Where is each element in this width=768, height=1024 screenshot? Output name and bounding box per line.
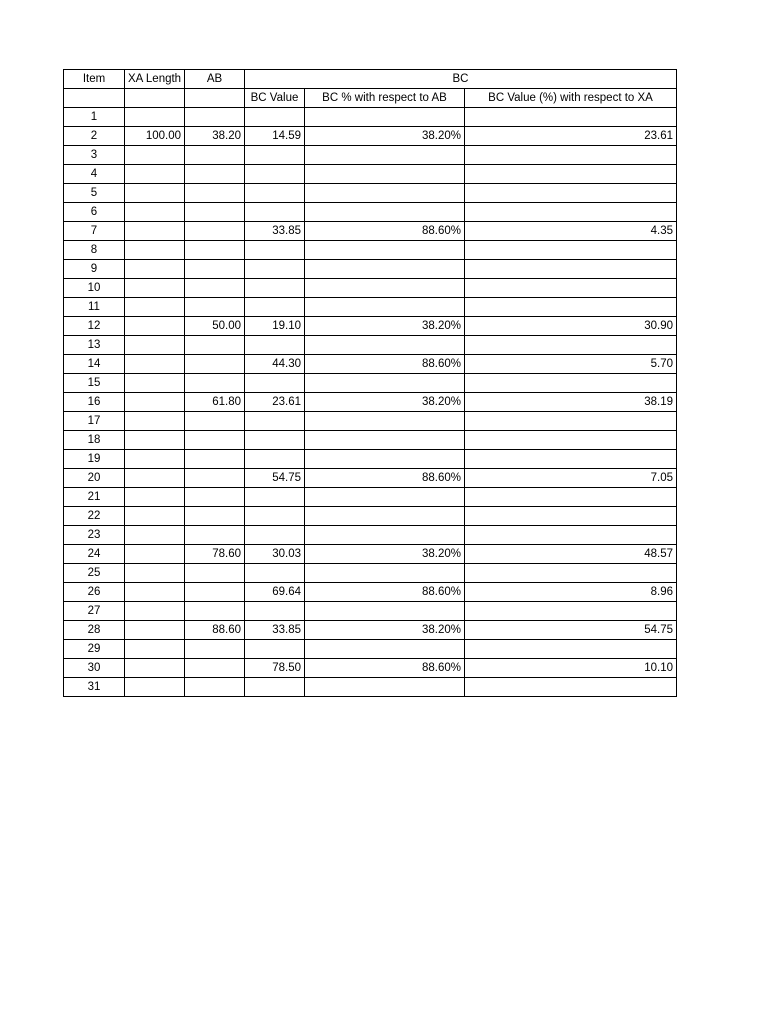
cell-item: 5: [64, 184, 125, 203]
table-row: [64, 526, 677, 545]
cell-bc-pct-ab: [305, 241, 465, 260]
cell-ab: 88.60: [185, 621, 245, 640]
cell-ab: 50.00: [185, 317, 245, 336]
cell-bc-value-pct-xa: [465, 374, 677, 393]
cell-bc-value: [245, 184, 305, 203]
cell-bc-value-pct-xa: [465, 431, 677, 450]
cell-bc-value: [245, 564, 305, 583]
cell-bc-pct-ab: [305, 412, 465, 431]
cell-item: 12: [64, 317, 125, 336]
cell-bc-value-pct-xa: [465, 203, 677, 222]
cell-ab: [185, 184, 245, 203]
cell-item: 27: [64, 602, 125, 621]
cell-xa-length: [125, 526, 185, 545]
cell-ab: [185, 374, 245, 393]
header-item: Item: [64, 70, 125, 89]
cell-bc-pct-ab: 38.20%: [305, 127, 465, 146]
header-bc: BC: [245, 70, 677, 89]
cell-bc-value-pct-xa: [465, 336, 677, 355]
cell-item: 9: [64, 260, 125, 279]
cell-bc-value: [245, 146, 305, 165]
cell-bc-value: [245, 450, 305, 469]
cell-item: 8: [64, 241, 125, 260]
cell-bc-value-pct-xa: 54.75: [465, 621, 677, 640]
cell-bc-value-pct-xa: [465, 488, 677, 507]
table-row: [64, 488, 677, 507]
cell-bc-value: 14.59: [245, 127, 305, 146]
cell-ab: [185, 469, 245, 488]
cell-bc-value: [245, 488, 305, 507]
cell-xa-length: [125, 317, 185, 336]
cell-ab: [185, 431, 245, 450]
cell-item: 24: [64, 545, 125, 564]
cell-bc-value-pct-xa: [465, 678, 677, 697]
cell-bc-pct-ab: [305, 165, 465, 184]
cell-xa-length: [125, 488, 185, 507]
cell-bc-value: [245, 203, 305, 222]
cell-item: 28: [64, 621, 125, 640]
cell-ab: [185, 412, 245, 431]
cell-bc-value-pct-xa: [465, 165, 677, 184]
cell-bc-value-pct-xa: [465, 298, 677, 317]
cell-ab: [185, 203, 245, 222]
cell-ab: [185, 602, 245, 621]
header-ab: AB: [185, 70, 245, 89]
cell-bc-value-pct-xa: [465, 279, 677, 298]
cell-bc-value: 69.64: [245, 583, 305, 602]
cell-xa-length: [125, 241, 185, 260]
cell-ab: [185, 526, 245, 545]
table-row: [64, 222, 677, 241]
header-blank: [125, 89, 185, 108]
cell-xa-length: [125, 469, 185, 488]
table-row: [64, 583, 677, 602]
cell-item: 1: [64, 108, 125, 127]
cell-xa-length: [125, 298, 185, 317]
cell-item: 17: [64, 412, 125, 431]
cell-bc-value: 78.50: [245, 659, 305, 678]
table-row: [64, 621, 677, 640]
cell-bc-value: [245, 678, 305, 697]
cell-bc-pct-ab: [305, 146, 465, 165]
cell-bc-value: 30.03: [245, 545, 305, 564]
cell-bc-pct-ab: [305, 108, 465, 127]
cell-item: 21: [64, 488, 125, 507]
cell-xa-length: [125, 507, 185, 526]
cell-bc-pct-ab: [305, 564, 465, 583]
cell-ab: [185, 279, 245, 298]
table-row: [64, 165, 677, 184]
cell-ab: [185, 507, 245, 526]
cell-xa-length: [125, 640, 185, 659]
cell-item: 30: [64, 659, 125, 678]
cell-xa-length: [125, 222, 185, 241]
cell-bc-value-pct-xa: [465, 507, 677, 526]
cell-bc-value-pct-xa: [465, 412, 677, 431]
cell-bc-value-pct-xa: 38.19: [465, 393, 677, 412]
cell-bc-pct-ab: [305, 507, 465, 526]
table-row: [64, 545, 677, 564]
cell-item: 26: [64, 583, 125, 602]
cell-bc-value-pct-xa: [465, 564, 677, 583]
cell-bc-value-pct-xa: 48.57: [465, 545, 677, 564]
table-row: [64, 108, 677, 127]
cell-bc-pct-ab: [305, 279, 465, 298]
cell-xa-length: [125, 165, 185, 184]
cell-bc-pct-ab: [305, 336, 465, 355]
cell-ab: 78.60: [185, 545, 245, 564]
header-bc-value-pct-xa: BC Value (%) with respect to XA: [465, 89, 677, 108]
cell-item: 23: [64, 526, 125, 545]
table-row: [64, 412, 677, 431]
table-row: [64, 431, 677, 450]
cell-xa-length: [125, 659, 185, 678]
cell-ab: [185, 165, 245, 184]
header-xa-length: XA Length: [125, 70, 185, 89]
cell-item: 4: [64, 165, 125, 184]
cell-item: 10: [64, 279, 125, 298]
cell-xa-length: [125, 108, 185, 127]
cell-ab: [185, 336, 245, 355]
cell-ab: [185, 108, 245, 127]
cell-bc-value: 23.61: [245, 393, 305, 412]
cell-xa-length: [125, 602, 185, 621]
cell-bc-pct-ab: [305, 526, 465, 545]
fibonacci-table: [63, 69, 677, 697]
cell-item: 31: [64, 678, 125, 697]
cell-ab: [185, 222, 245, 241]
table-row: [64, 298, 677, 317]
table-row: [64, 355, 677, 374]
table-body: [64, 108, 677, 697]
table-row: [64, 127, 677, 146]
cell-xa-length: [125, 545, 185, 564]
cell-bc-value: 33.85: [245, 222, 305, 241]
cell-xa-length: [125, 431, 185, 450]
table-row: [64, 393, 677, 412]
table-row: [64, 146, 677, 165]
cell-item: 22: [64, 507, 125, 526]
cell-xa-length: [125, 279, 185, 298]
cell-bc-pct-ab: [305, 374, 465, 393]
table-row: [64, 336, 677, 355]
cell-bc-pct-ab: [305, 184, 465, 203]
cell-bc-pct-ab: [305, 203, 465, 222]
header-blank: [185, 89, 245, 108]
header-blank: [64, 89, 125, 108]
cell-item: 15: [64, 374, 125, 393]
cell-item: 29: [64, 640, 125, 659]
cell-bc-pct-ab: [305, 640, 465, 659]
cell-bc-pct-ab: [305, 450, 465, 469]
cell-item: 13: [64, 336, 125, 355]
cell-xa-length: [125, 621, 185, 640]
cell-xa-length: [125, 393, 185, 412]
cell-xa-length: [125, 450, 185, 469]
cell-bc-value: 54.75: [245, 469, 305, 488]
cell-bc-pct-ab: 38.20%: [305, 545, 465, 564]
cell-bc-pct-ab: [305, 488, 465, 507]
cell-bc-pct-ab: [305, 678, 465, 697]
table-row: [64, 317, 677, 336]
cell-xa-length: [125, 564, 185, 583]
cell-xa-length: 100.00: [125, 127, 185, 146]
cell-bc-value: 44.30: [245, 355, 305, 374]
cell-bc-value: [245, 108, 305, 127]
cell-bc-value: [245, 165, 305, 184]
cell-ab: [185, 298, 245, 317]
cell-ab: [185, 450, 245, 469]
cell-item: 18: [64, 431, 125, 450]
cell-xa-length: [125, 583, 185, 602]
cell-bc-value-pct-xa: [465, 526, 677, 545]
cell-ab: 38.20: [185, 127, 245, 146]
cell-bc-pct-ab: 88.60%: [305, 355, 465, 374]
cell-bc-pct-ab: 38.20%: [305, 317, 465, 336]
cell-ab: [185, 564, 245, 583]
cell-item: 2: [64, 127, 125, 146]
cell-ab: [185, 659, 245, 678]
cell-bc-value: [245, 412, 305, 431]
cell-xa-length: [125, 336, 185, 355]
cell-bc-value-pct-xa: 5.70: [465, 355, 677, 374]
table-row: [64, 260, 677, 279]
cell-bc-value: [245, 602, 305, 621]
cell-bc-value-pct-xa: 10.10: [465, 659, 677, 678]
table-row: [64, 659, 677, 678]
cell-bc-value: [245, 431, 305, 450]
cell-bc-pct-ab: [305, 260, 465, 279]
cell-item: 16: [64, 393, 125, 412]
cell-ab: [185, 640, 245, 659]
table-row: [64, 450, 677, 469]
cell-bc-value-pct-xa: [465, 450, 677, 469]
cell-bc-pct-ab: 88.60%: [305, 659, 465, 678]
cell-bc-pct-ab: 88.60%: [305, 583, 465, 602]
table-row: [64, 678, 677, 697]
header-bc-pct-ab: BC % with respect to AB: [305, 89, 465, 108]
cell-item: 19: [64, 450, 125, 469]
cell-bc-value-pct-xa: 30.90: [465, 317, 677, 336]
cell-bc-value-pct-xa: [465, 241, 677, 260]
table-row: [64, 469, 677, 488]
cell-bc-pct-ab: 88.60%: [305, 222, 465, 241]
cell-bc-value: [245, 526, 305, 545]
cell-ab: [185, 355, 245, 374]
header-row-2: [64, 89, 677, 108]
table-row: [64, 203, 677, 222]
cell-bc-value-pct-xa: 7.05: [465, 469, 677, 488]
cell-bc-pct-ab: 38.20%: [305, 393, 465, 412]
cell-ab: [185, 241, 245, 260]
cell-bc-value-pct-xa: [465, 602, 677, 621]
cell-xa-length: [125, 374, 185, 393]
cell-bc-value: [245, 298, 305, 317]
cell-bc-value-pct-xa: [465, 184, 677, 203]
table-row: [64, 241, 677, 260]
table-row: [64, 564, 677, 583]
cell-xa-length: [125, 146, 185, 165]
cell-bc-value: [245, 640, 305, 659]
cell-bc-value: [245, 374, 305, 393]
cell-bc-pct-ab: [305, 602, 465, 621]
cell-bc-value-pct-xa: [465, 108, 677, 127]
cell-xa-length: [125, 260, 185, 279]
cell-ab: [185, 488, 245, 507]
cell-ab: [185, 146, 245, 165]
cell-bc-value: 19.10: [245, 317, 305, 336]
cell-xa-length: [125, 412, 185, 431]
header-bc-value: BC Value: [245, 89, 305, 108]
cell-bc-pct-ab: 88.60%: [305, 469, 465, 488]
cell-bc-value-pct-xa: 4.35: [465, 222, 677, 241]
header-row-1: [64, 70, 677, 89]
cell-bc-value-pct-xa: 8.96: [465, 583, 677, 602]
cell-item: 6: [64, 203, 125, 222]
table-row: [64, 602, 677, 621]
cell-bc-pct-ab: [305, 431, 465, 450]
table-row: [64, 507, 677, 526]
cell-ab: [185, 678, 245, 697]
table-row: [64, 279, 677, 298]
cell-item: 3: [64, 146, 125, 165]
cell-xa-length: [125, 203, 185, 222]
cell-xa-length: [125, 355, 185, 374]
cell-item: 25: [64, 564, 125, 583]
cell-item: 20: [64, 469, 125, 488]
cell-xa-length: [125, 678, 185, 697]
cell-bc-value: [245, 260, 305, 279]
cell-bc-value-pct-xa: [465, 260, 677, 279]
cell-ab: 61.80: [185, 393, 245, 412]
cell-bc-value: [245, 279, 305, 298]
cell-bc-value: [245, 507, 305, 526]
cell-bc-value: 33.85: [245, 621, 305, 640]
table-row: [64, 184, 677, 203]
cell-bc-value: [245, 336, 305, 355]
cell-xa-length: [125, 184, 185, 203]
cell-item: 11: [64, 298, 125, 317]
cell-bc-value-pct-xa: [465, 640, 677, 659]
cell-bc-pct-ab: [305, 298, 465, 317]
cell-bc-value: [245, 241, 305, 260]
table-row: [64, 374, 677, 393]
cell-bc-pct-ab: 38.20%: [305, 621, 465, 640]
cell-item: 7: [64, 222, 125, 241]
table-row: [64, 640, 677, 659]
cell-ab: [185, 260, 245, 279]
cell-item: 14: [64, 355, 125, 374]
cell-ab: [185, 583, 245, 602]
cell-bc-value-pct-xa: [465, 146, 677, 165]
cell-bc-value-pct-xa: 23.61: [465, 127, 677, 146]
